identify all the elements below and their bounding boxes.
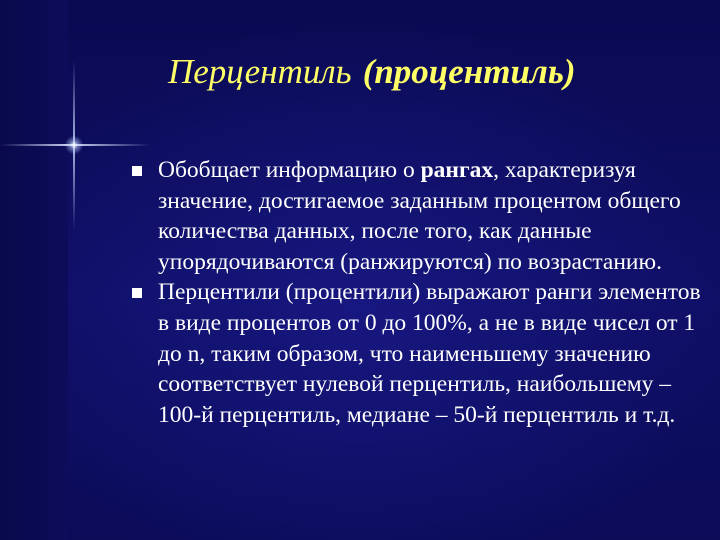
bullet-list	[130, 155, 710, 430]
title-alternative: (процентиль)	[362, 52, 576, 91]
bullet-1-text-end: , характеризуя значение, достигаемое заданным процентом общего количества данных, после того, как данные упорядочиваются (ранжируются) по возрастанию.	[158, 157, 681, 275]
slide-title	[168, 52, 668, 92]
bullet-1-text-start: Обобщает информацию о	[158, 157, 421, 183]
bullet-1-bold-term: рангах	[420, 157, 494, 183]
left-band-decoration	[0, 0, 68, 540]
lens-flare-icon	[64, 136, 84, 154]
bullet-item-2	[130, 277, 710, 430]
bullet-item-1	[130, 155, 710, 277]
title-main: Перцентиль	[168, 52, 352, 91]
square-bullet-icon	[132, 166, 142, 176]
bullet-2-text: Перцентили (процентили) выражают ранги элементов в виде процентов от 0 до 100%, а не в виде чисел от 1 до n, таким образом, что наименьшему значению соответствует нулевой перцентиль, наибольшему – 100-й перцентиль, медиане – 50-й перцентиль и т.д.	[158, 279, 701, 428]
square-bullet-icon	[132, 288, 142, 298]
